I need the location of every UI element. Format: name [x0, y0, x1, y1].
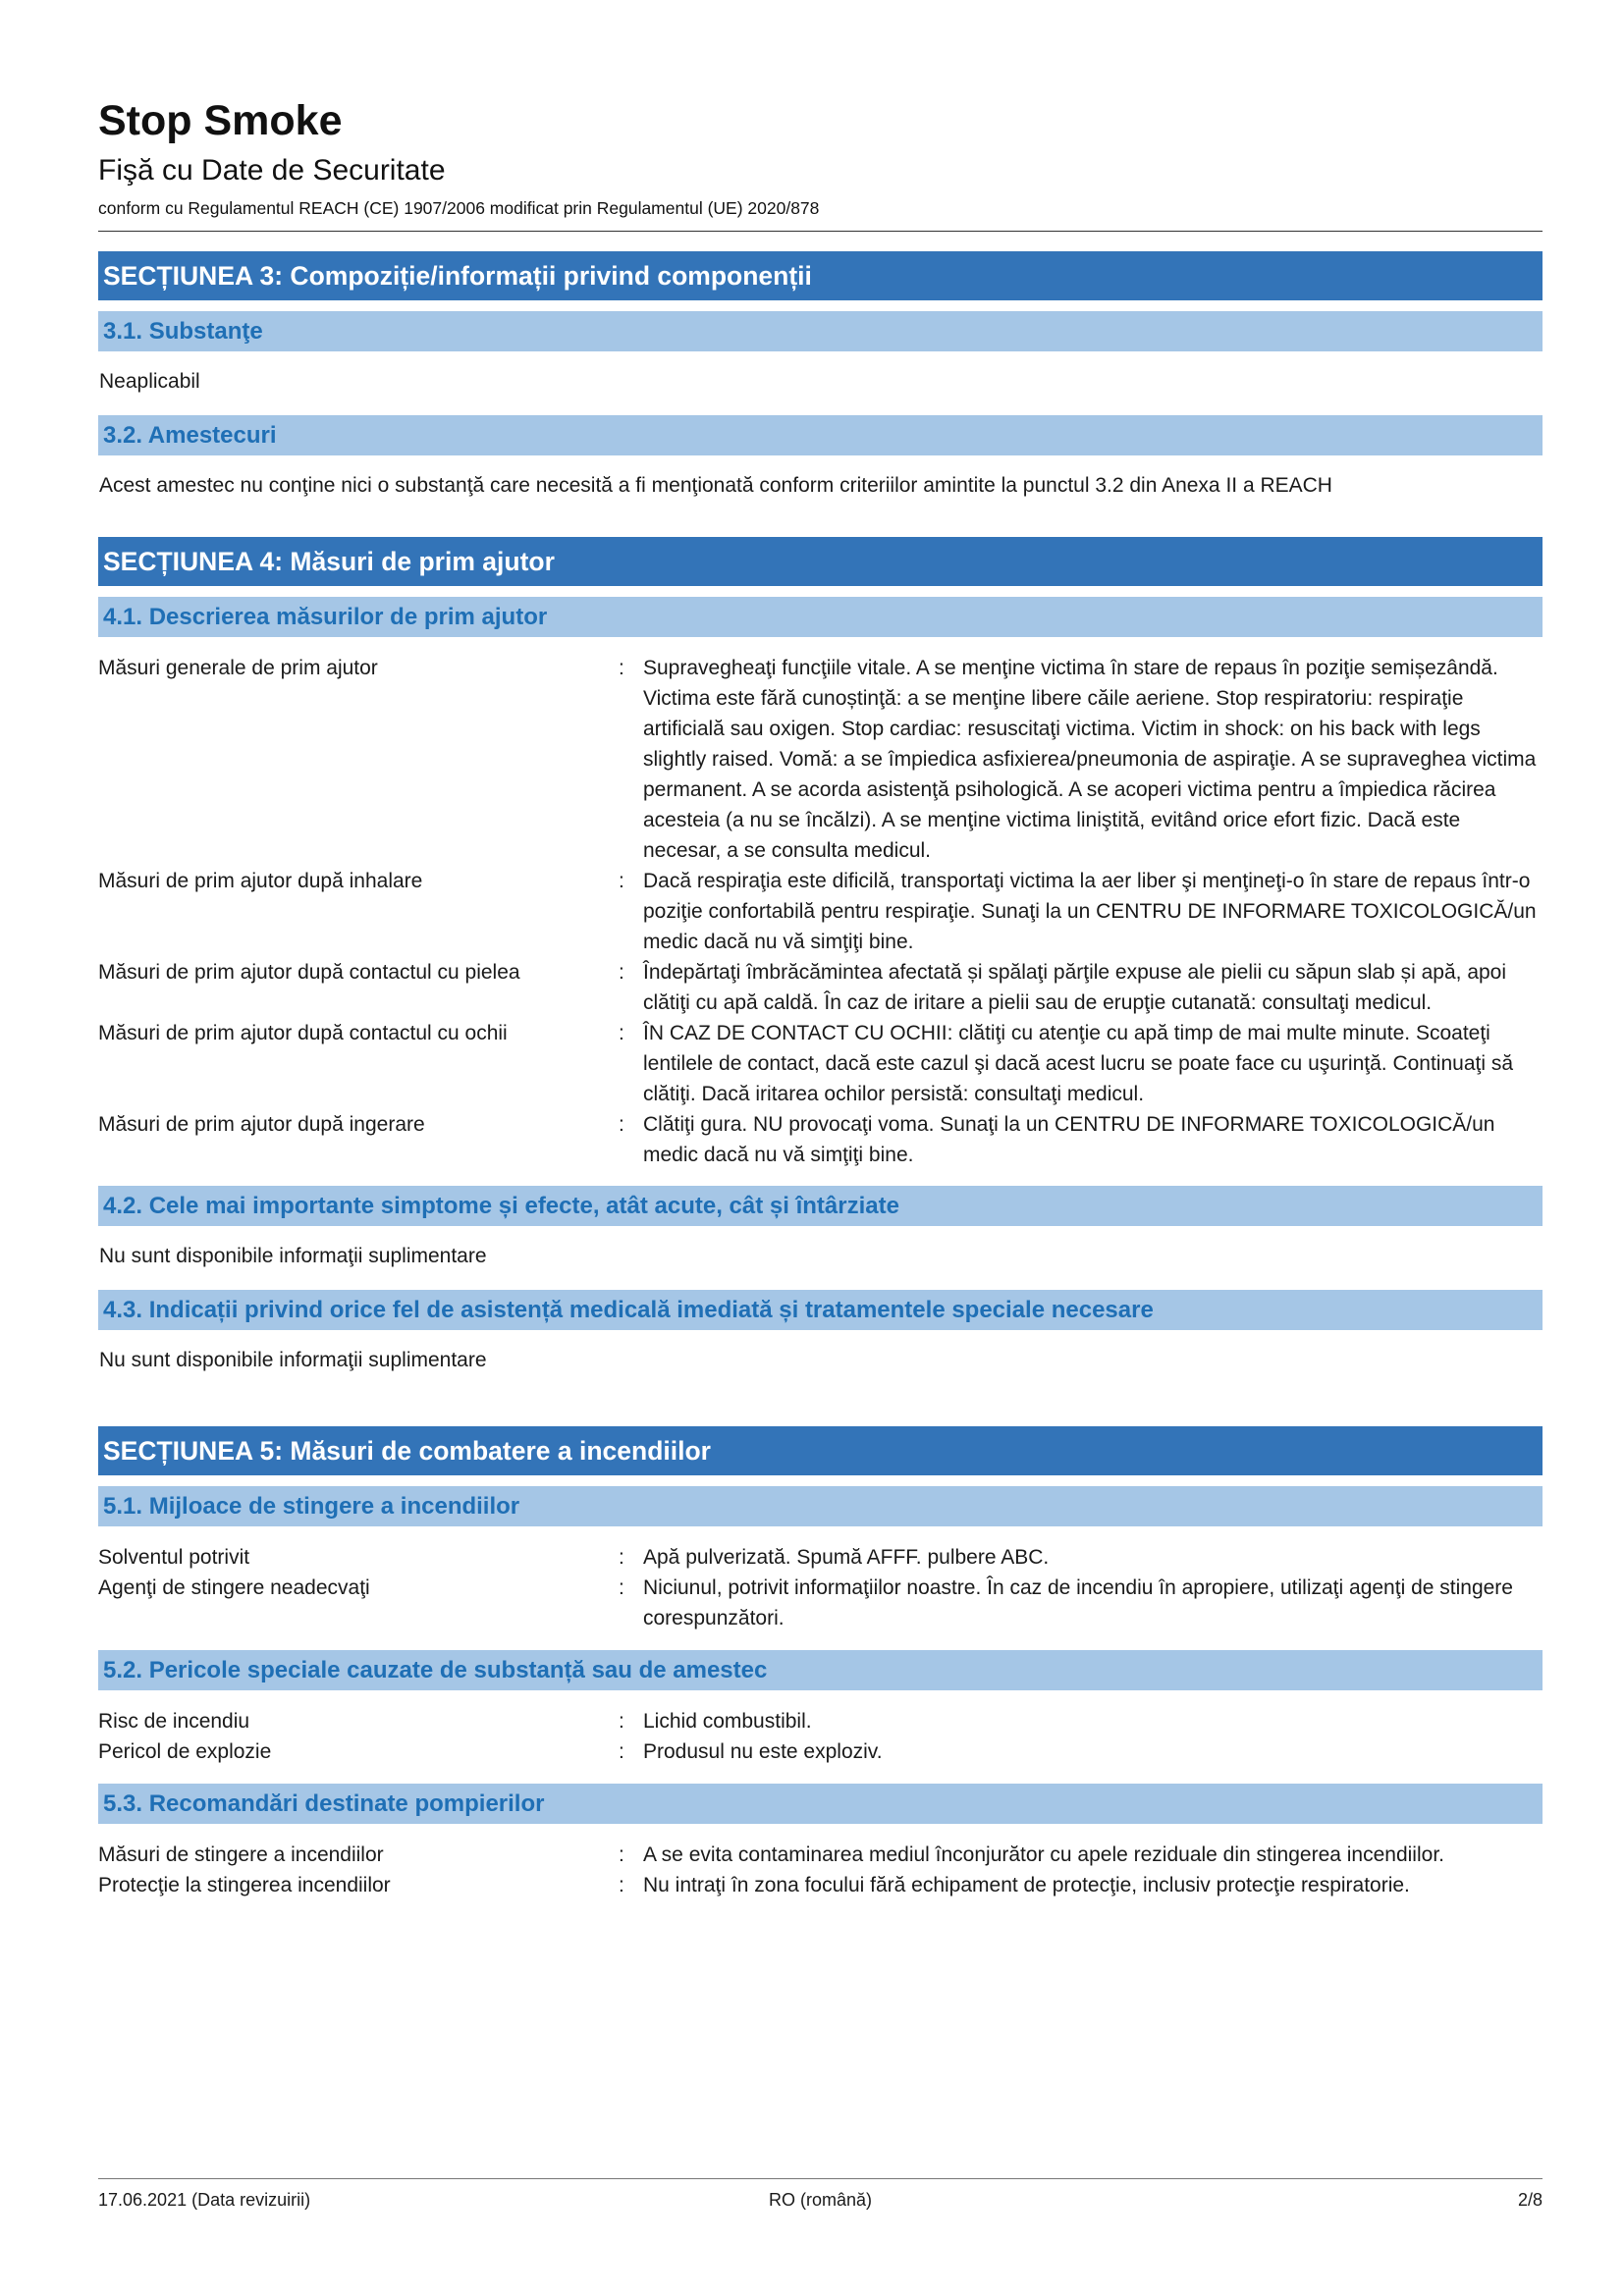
row-separator: :: [619, 1022, 624, 1044]
row-label: Protecţie la stingerea incendiilor: [98, 1874, 391, 1896]
list-item: [98, 1870, 1543, 1900]
row-separator: :: [619, 1740, 624, 1763]
revision-date: 17.06.2021 (Data revizuirii): [98, 2190, 311, 2210]
row-label: Măsuri generale de prim ajutor: [98, 657, 378, 679]
row-label: Măsuri de prim ajutor după contactul cu ochii: [98, 1022, 508, 1044]
document-header: [98, 94, 1543, 220]
subsection-3-2-text: Acest amestec nu conţine nici o substanţă care necesită a fi menţionată conform criteriilor amintite la punctul 3.2 din Anexa II a REACH: [99, 474, 1332, 497]
row-label: Măsuri de prim ajutor după inhalare: [98, 870, 423, 892]
special-hazards-list: [98, 1706, 1543, 1767]
row-label: Măsuri de prim ajutor după contactul cu pielea: [98, 961, 520, 984]
list-item: [98, 653, 1543, 866]
list-item: [98, 1018, 1543, 1109]
list-item: [98, 1109, 1543, 1170]
row-value: Dacă respiraţia este dificilă, transportaţi victima la aer liber şi menţineţi-o în stare de repaus într-o poziţie confortabilă pentru respiraţie. Sunaţi la un CENTRU DE INFORMARE TOXICOLOGICĂ/un medic dacă nu vă simţiţi bine.: [643, 870, 1537, 953]
row-value: A se evita contaminarea mediul înconjurător cu apele reziduale din stingerea incendiilor.: [643, 1843, 1444, 1866]
list-item: [98, 1573, 1543, 1633]
row-label: Pericol de explozie: [98, 1740, 272, 1763]
page-number: 2/8: [1517, 2190, 1543, 2210]
product-name: Stop Smoke: [98, 97, 343, 144]
row-value: Apă pulverizată. Spumă AFFF. pulbere ABC.: [643, 1546, 1050, 1569]
subsection-4-3-text: Nu sunt disponibile informaţii suplimentare: [99, 1349, 487, 1371]
subsection-3-1-heading: 3.1. Substanţe: [98, 311, 1543, 351]
subsection-4-2-heading: 4.2. Cele mai importante simptome și efecte, atât acute, cât și întârziate: [98, 1186, 1543, 1226]
row-separator: :: [619, 870, 624, 892]
row-value: Supravegheaţi funcţiile vitale. A se menţine victima în stare de repaus în poziţie semișezândă. Victima este fără cunoștinţă: a se menţine libere căile aeriene. Stop respiratoriu: respiraţie artificială sau oxigen. Stop cardiac: resuscitaţi victima. Victim in shock: on his back with legs slightly raised. Vomă: a se împiedica asfixierea/pneumonia de aspiraţie. A se supraveghea victima permanent. A se acorda asistenţă psihologică. A se acoperi victima pentru a împiedica răcirea acesteia (a nu se încălzi). A se menţine victima liniştită, evitând orice efort fizic. Dacă este necesar, a se consulta medicul.: [643, 657, 1537, 862]
document-body: [98, 251, 1543, 1900]
row-value: Clătiţi gura. NU provocaţi voma. Sunaţi la un CENTRU DE INFORMARE TOXICOLOGICĂ/un medic dacă nu vă simţiţi bine.: [643, 1113, 1495, 1166]
subsection-4-1-heading: 4.1. Descrierea măsurilor de prim ajutor: [98, 597, 1543, 637]
subsection-3-2-heading: 3.2. Amestecuri: [98, 415, 1543, 455]
language-indicator: RO (română): [768, 2190, 873, 2210]
extinguishing-media-list: [98, 1542, 1543, 1633]
footer-divider: [98, 2178, 1543, 2179]
subsection-3-1-text: Neaplicabil: [99, 370, 200, 393]
row-value: Îndepărtaţi îmbrăcămintea afectată și spălaţi părţile expuse ale pielii cu săpun slab și apă, apoi clătiţi cu apă caldă. În caz de iritare a pielii sau de erupţie cutanată: consultaţi medicul.: [643, 961, 1507, 1014]
list-item: [98, 1840, 1543, 1870]
first-aid-measures-list: [98, 653, 1543, 1170]
row-value: ÎN CAZ DE CONTACT CU OCHII: clătiţi cu atenţie cu apă timp de mai multe minute. Scoateţi lentilele de contact, dacă este cazul şi dacă acest lucru se poate face cu uşurinţă. Continuaţi să clătiţi. Dacă iritarea ochilor persistă: consultaţi medicul.: [643, 1022, 1514, 1105]
row-label: Măsuri de prim ajutor după ingerare: [98, 1113, 425, 1136]
subsection-5-2-heading: 5.2. Pericole speciale cauzate de substanță sau de amestec: [98, 1650, 1543, 1690]
subsection-5-3-heading: 5.3. Recomandări destinate pompierilor: [98, 1784, 1543, 1824]
list-item: [98, 1736, 1543, 1767]
list-item: [98, 1542, 1543, 1573]
row-value: Niciunul, potrivit informaţiilor noastre. În caz de incendiu în apropiere, utilizaţi agenţi de stingere corespunzători.: [643, 1576, 1513, 1629]
list-item: [98, 866, 1543, 957]
subsection-4-2-text: Nu sunt disponibile informaţii suplimentare: [99, 1245, 487, 1267]
header-divider: [98, 231, 1543, 232]
row-separator: :: [619, 1843, 624, 1866]
page-footer: [98, 2185, 1543, 2215]
section-4-heading: SECȚIUNEA 4: Măsuri de prim ajutor: [98, 537, 1543, 586]
row-separator: :: [619, 1576, 624, 1599]
row-separator: :: [619, 961, 624, 984]
row-value: Nu intraţi în zona focului fără echipament de protecţie, inclusiv protecţie respiratorie.: [643, 1874, 1410, 1896]
row-label: Risc de incendiu: [98, 1710, 250, 1733]
row-label: Agenţi de stingere neadecvaţi: [98, 1576, 370, 1599]
row-separator: :: [619, 1874, 624, 1896]
row-value: Produsul nu este exploziv.: [643, 1740, 883, 1763]
list-item: [98, 957, 1543, 1018]
row-value: Lichid combustibil.: [643, 1710, 812, 1733]
document-type: Fişă cu Date de Securitate: [98, 154, 446, 187]
row-separator: :: [619, 657, 624, 679]
list-item: [98, 1706, 1543, 1736]
firefighter-advice-list: [98, 1840, 1543, 1900]
row-separator: :: [619, 1113, 624, 1136]
row-label: Solventul potrivit: [98, 1546, 250, 1569]
row-separator: :: [619, 1546, 624, 1569]
row-separator: :: [619, 1710, 624, 1733]
subsection-5-1-heading: 5.1. Mijloace de stingere a incendiilor: [98, 1486, 1543, 1526]
row-label: Măsuri de stingere a incendiilor: [98, 1843, 384, 1866]
section-5-heading: SECȚIUNEA 5: Măsuri de combatere a incendiilor: [98, 1426, 1543, 1475]
section-3-heading: SECȚIUNEA 3: Compoziție/informații privind componenții: [98, 251, 1543, 300]
regulation-reference: conform cu Regulamentul REACH (CE) 1907/2006 modificat prin Regulamentul (UE) 2020/878: [98, 198, 820, 218]
subsection-4-3-heading: 4.3. Indicații privind orice fel de asistență medicală imediată și tratamentele speciale necesare: [98, 1290, 1543, 1330]
